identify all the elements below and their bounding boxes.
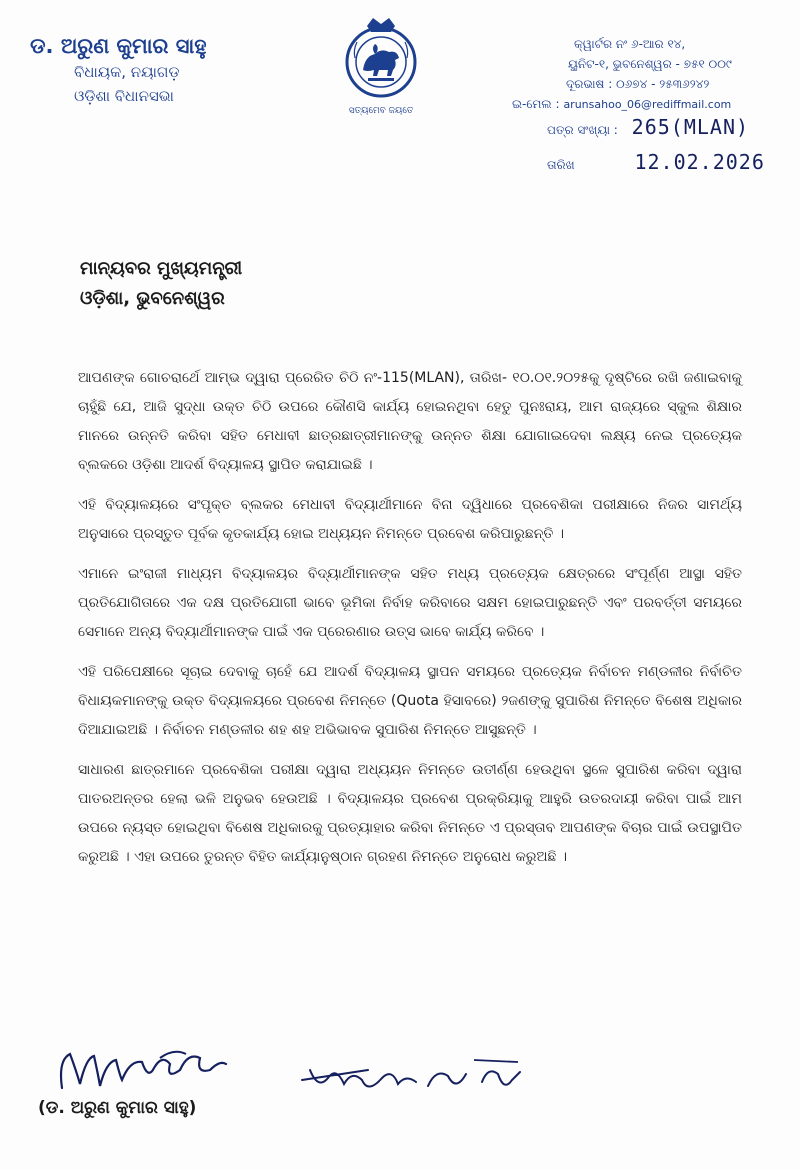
sender-name: ଡ. ଅରୁଣ କୁମାର ସାହୁ [30,34,207,58]
addressee-block [80,254,242,314]
odisha-state-emblem-icon [335,12,427,104]
reference-label: ପତ୍ର ସଂଖ୍ୟା : [547,123,618,137]
phone-number: ଦୂରଭାଷ : ୦୬୭୪ - ୨୫୩୬୨୪୨ [566,77,710,91]
body-paragraph-3: ଏମାନେ ଇଂରାଜୀ ମାଧ୍ୟମ ବିଦ୍ୟାଳୟର ବିଦ୍ୟାର୍ଥୀମାନଙ୍କ ସହିତ ମଧ୍ୟ ପ୍ରତ୍ୟେକ କ୍ଷେତ୍ରରେ ସଂପୂର୍ଣ୍ଣ ଆସ୍ଥା ସହିତ ପ୍ରତିଯୋଗିତାରେ ଏକ ଦକ୍ଷ ପ୍ରତିଯୋଗୀ ଭାବେ ଭୂମିକା ନିର୍ବାହ କରିବାରେ ସକ୍ଷମ ହୋଇପାରୁଛନ୍ତି ଏବଂ ପରବର୍ତ୍ତୀ ସମୟରେ ସେମାନେ ଅନ୍ୟ ବିଦ୍ୟାର୍ଥୀମାନଙ୍କ ପାଇଁ ଏକ ପ୍ରେରଣାର ଉତ୍ସ ଭାବେ କାର୍ଯ୍ୟ କରିବେ । [78,566,742,640]
emblem-motto: ସତ୍ୟମେବ ଜୟତେ [348,106,414,116]
address-line-1: କ୍ୱାର୍ଟର ନଂ ୬-ଆର ୧୪, [574,37,686,51]
body-paragraph-5: ସାଧାରଣ ଛାତ୍ରମାନେ ପ୍ରବେଶିକା ପରୀକ୍ଷା ଦ୍ୱାରା ଅଧ୍ୟୟନ ନିମନ୍ତେ ଉତୀର୍ଣ୍ଣ ହେଉଥିବା ସ୍ଥଳେ ସୁପାରିଶ କରିବା ଦ୍ୱାରା ପାତରଅନ୍ତର ହେଲା ଭଳି ଅନୁଭବ ହେଉଅଛି । ବିଦ୍ୟାଳୟର ପ୍ରବେଶ ପ୍ରକ୍ରିୟାକୁ ଆହୁରି ଉତରଦାୟୀ କରିବା ପାଇଁ ଆମ ଉପରେ ନ୍ୟସ୍ତ ହୋଇଥିବା ବିଶେଷ ଅଧିକାରକୁ ପ୍ରତ୍ୟାହାର କରିବା ନିମନ୍ତେ ଏ ପ୍ରସ୍ତାବ ଆପଣଙ୍କ ବିଚାର ପାଇଁ ଉପସ୍ଥାପିତ କରୁଅଛି । ଏହା ଉପରେ ତୁରନ୍ତ ବିହିତ କାର୍ଯ୍ୟାନୁଷ୍ଠାନ ଗ୍ରହଣ ନିମନ୍ତେ ଅନୁରୋଧ କରୁଅଛି । [78,762,742,865]
letter-date [547,150,765,174]
body-paragraph-1: ଆପଣଙ୍କ ଗୋଚରାର୍ଥେ ଆମ୍ଭ ଦ୍ୱାରା ପ୍ରେରିତ ଚିଠି ନଂ-115(MLAN), ତାରିଖ- ୧୦.୦୧.୨୦୨୫କୁ ଦୃଷ୍ଟିରେ ରଖି ଜଣାଇବାକୁ ଚାହୁଁଛି ଯେ, ଆଜି ସୁଦ୍ଧା ଉକ୍ତ ଚିଠି ଉପରେ କୌଣସି କାର୍ଯ୍ୟ ହୋଇନଥିବା ହେତୁ ପୁନଃରାୟ, ଆମ ରାଜ୍ୟରେ ସ୍କୁଲ ଶିକ୍ଷାର ମାନରେ ଉନ୍ନତି କରିବା ସହିତ ମେଧାବୀ ଛାତ୍ରଛାତ୍ରୀମାନଙ୍କୁ ଉନ୍ନତ ଶିକ୍ଷା ଯୋଗାଇଦେବା ଲକ୍ଷ୍ୟ ନେଇ ପ୍ରତ୍ୟେକ ବ୍ଲକରେ ଓଡ଼ିଶା ଆଦର୍ଶ ବିଦ୍ୟାଳୟ ସ୍ଥାପିତ କରାଯାଇଛି । [78,370,742,473]
date-label: ତାରିଖ [547,158,575,172]
body-paragraph-4: ଏହି ପରିପେକ୍ଷୀରେ ସୂଚାଇ ଦେବାକୁ ଚାହେଁ ଯେ ଆଦର୍ଶ ବିଦ୍ୟାଳୟ ସ୍ଥାପନ ସମୟରେ ପ୍ରତ୍ୟେକ ନିର୍ବାଚନ ମଣ୍ଡଳୀର ନିର୍ବାଚିତ ବିଧାୟକମାନଙ୍କୁ ଉକ୍ତ ବିଦ୍ୟାଳୟରେ ପ୍ରବେଶ ନିମନ୍ତେ (Quota ହିସାବରେ) ୨ଜଣଙ୍କୁ ସୁପାରିଶ ନିମନ୍ତେ ବିଶେଷ ଅଧିକାର ଦିଆଯାଇଅଛି । ନିର୍ବାଚନ ମଣ୍ଡଳୀର ଶହ ଶହ ଅଭିଭାବକ ସୁପାରିଶ ନିମନ୍ତେ ଆସୁଛନ୍ତି । [78,664,742,738]
email-row [512,94,782,114]
reference-number: 265(MLAN) [631,115,750,139]
letterhead-contact [512,34,782,114]
date-value: 12.02.2026 [634,150,765,174]
addressee-title: ମାନ୍ୟବର ମୁଖ୍ୟମନ୍ତ୍ରୀ [80,258,243,279]
email-address: arunsahoo_06@rediffmail.com [563,98,732,111]
sender-designation: ବିଧାୟକ, ନୟାଗଡ଼ [74,63,180,81]
body-paragraph-2: ଏହି ବିଦ୍ୟାଳୟରେ ସଂପୃକ୍ତ ବ୍ଲକର ମେଧାବୀ ବିଦ୍ୟାର୍ଥୀମାନେ ବିନା ଦ୍ୱିଧାରେ ପ୍ରବେଶିକା ପରୀକ୍ଷାରେ ନିଜର ସାମର୍ଥ୍ୟ ଅନୁସାରେ ପ୍ରସ୍ତୁତ ପୂର୍ବକ କୃତକାର୍ଯ୍ୟ ହୋଇ ଅଧ୍ୟୟନ ନିମନ୍ତେ ପ୍ରବେଶ କରିପାରୁଛନ୍ତି । [78,497,742,542]
state-emblem [332,12,430,116]
sender-assembly: ଓଡ଼ିଶା ବିଧାନସଭା [74,87,174,105]
letter-body [78,364,742,883]
letterhead-sender [30,32,320,108]
handwritten-signature-left [50,1040,250,1100]
letter-reference [547,115,749,139]
handwritten-signature-right [298,1050,538,1110]
address-line-2: ୟୁନିଟ-୧, ଭୁବନେଶ୍ୱର - ୭୫୧ ୦୦୯ [568,57,732,71]
addressee-location: ଓଡ଼ିଶା, ଭୁବନେଶ୍ୱର [80,288,225,309]
signer-name: (ଡ. ଅରୁଣ କୁମାର ସାହୁ) [38,1098,197,1118]
email-label: ଇ-ମେଲ : [512,97,560,111]
